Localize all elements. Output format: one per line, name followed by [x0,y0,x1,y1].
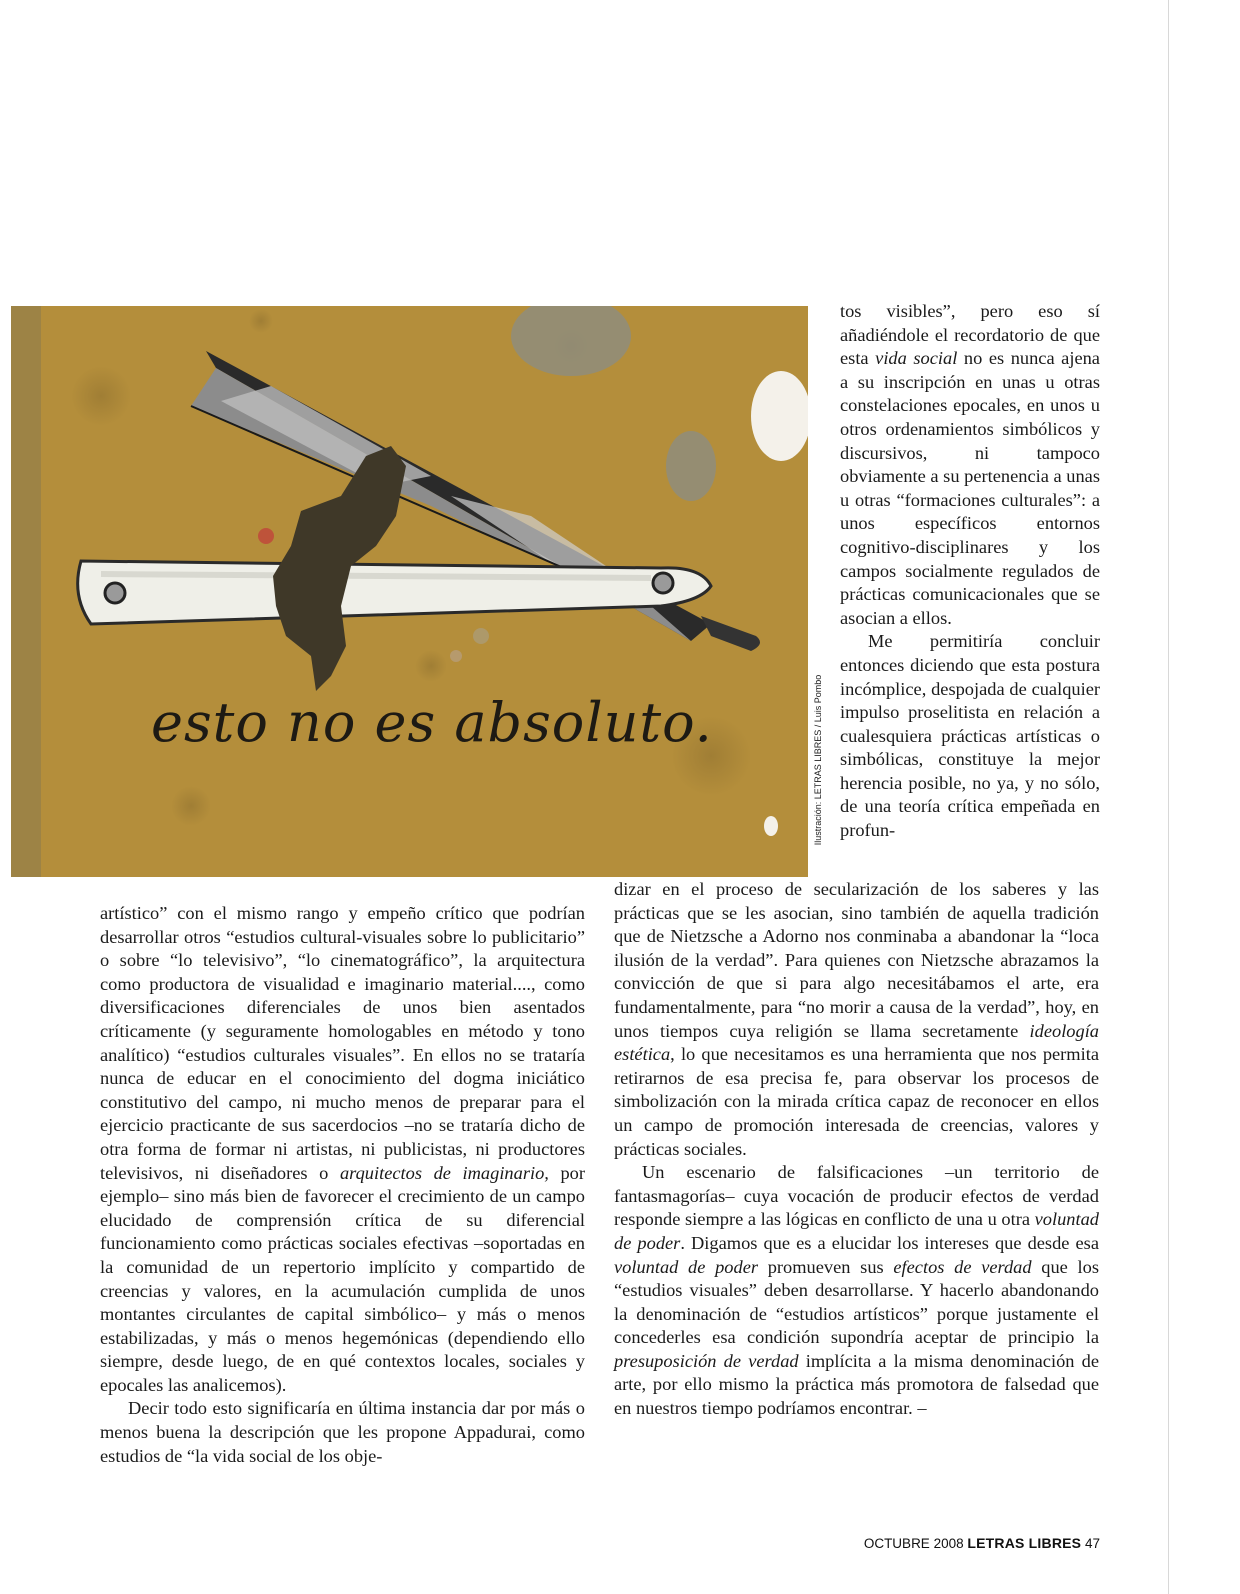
emphasis: presuposición de verdad [614,1350,799,1371]
page-footer [700,1535,1100,1551]
article-column-left [100,902,585,1468]
paragraph [840,300,1100,630]
emphasis: arquitectos de imaginario, [339,1162,549,1183]
paragraph-text: no es nunca ajena a su inscripción en unas u otras constelaciones epocales, en unos u otros ordenamientos simbólicos y discursivos, ni tampoco obviamente a su pertenencia a unas u otras “formaciones culturales”: a unos específicos entornos cognitivo-disciplinares y los campos socialmente regulados de prácticas comunicacionales que se asocian a ellos. [840,348,1100,628]
page-number: 47 [1084,1536,1100,1551]
emphasis: voluntad de poder [614,1256,759,1277]
paragraph [614,878,1099,1161]
emphasis: efectos de verdad [893,1256,1032,1277]
paragraph-text: Me permitiría concluir entonces diciendo que esta postura incómplice, despojada de cualquier impulso proselitista en relación a cualesquiera prácticas artísticas o simbólicas, constituye la mejor herencia posible, no ya, y no sólo, de una teoría crítica empeñada en profun- [840,631,1100,841]
paragraph [100,1397,585,1468]
article-column-right-bottom [614,878,1099,1421]
emphasis: voluntad de poder [614,1209,1099,1253]
paragraph-text: , lo que necesitamos es una herramienta que nos permita retirarnos de esa precisa fe, para observar los procesos de simbolización con la mirada crítica capaz de reconocer en ellos un campo de promoción interesada de creencias, valores y prácticas sociales. [614,1044,1099,1159]
paragraph-text: promueven sus [758,1256,894,1277]
paragraph-text: artístico” con el mismo rango y empeño crítico que podrían desarrollar otros “estudios cultural-visuales sobre lo publicitario” o sobre “lo televisivo”, “lo cinematográfico”, la arquitectura como productora de visualidad e imaginario material...., como diversificaciones diferenciales de unos bien asentados críticamente (y seguramente homologables en método y tono analítico) “estudios culturales visuales”. En ellos no se trataría nunca de educar en el conocimiento del dogma iniciático constitutivo del campo, ni mucho menos de preparar para el ejercicio practicante de sus sacerdocios –no se trataría dicho de otra forma de formar ni artistas, ni publicistas, ni productores televisivos, ni diseñadores o [100,903,585,1183]
footer-publication: LETRAS LIBRES [967,1535,1082,1551]
paragraph [840,630,1100,842]
paragraph-text: Decir todo esto significaría en última instancia dar por más o menos buena la descripción que les propone Appadurai, como estudios de “la vida social de los obje- [100,1398,585,1466]
illustration-credit-text: Ilustración: LETRAS LIBRES / Luis Pombo [813,674,823,846]
illustration-straight-razor [11,306,808,877]
page-edge-line [1168,0,1169,1594]
emphasis: vida social [875,348,958,369]
paragraph-text: dizar en el proceso de secularización de los saberes y las prácticas que se les asocian, sino también de aquella tradición que de Nietzsche a Adorno nos conminaba a abandonar la “loca ilusión de la verdad”. Para quienes con Nietzsche abrazamos la convicción de que si para algo necesitábamos el arte, era fundamentalmente, para “no morir a causa de la verdad”, hoy, en unos tiempos cuya religión se llama secretamente [614,879,1099,1041]
paragraph-text: implícita a la misma denominación de arte, por ello mismo la práctica más promotora de falsedad que en nuestros tiempo podríamos encontrar. – [614,1350,1099,1419]
article-column-right-top [840,300,1100,843]
paragraph [614,1161,1099,1421]
paragraph-text: tos visibles”, pero eso sí añadiéndole el recordatorio de que esta [840,301,1100,369]
paragraph-text: Un escenario de falsificaciones –un territorio de fantasmagorías– cuya vocación de producir efectos de verdad responde siempre a las lógicas en conflicto de una u otra [614,1162,1099,1230]
paragraph-text: por ejemplo– sino más bien de favorecer el crecimiento de un campo elucidado de comprensión crítica de su diferencial funcionamiento como prácticas sociales efectivas –soportadas en la comunidad de un repertorio implícito y compartido de creencias y valores, en la acumulación cumplida de unos montantes circulantes de capital simbólico– y más o menos estabilizadas, y más o menos hegemónicas (dependiendo ello siempre, desde luego, de en qué contextos locales, sociales y epocales las analicemos). [100,1162,585,1395]
emphasis: ideología estética [614,1020,1099,1065]
paragraph [100,902,585,1397]
illustration-credit [808,640,828,880]
inscription-text: esto no es absoluto. [151,691,713,754]
paragraph-text: que los “estudios visuales” deben desarrollarse. Y hacerlo abandonando la denominación de “estudios artísticos” porque justamente el concederles esa condición supondría aceptar de principio la [614,1256,1099,1348]
footer-date: OCTUBRE 2008 [863,1536,964,1551]
paragraph-text: . Digamos que es a elucidar los intereses que desde esa [680,1232,1099,1253]
razor-artwork [11,306,808,877]
